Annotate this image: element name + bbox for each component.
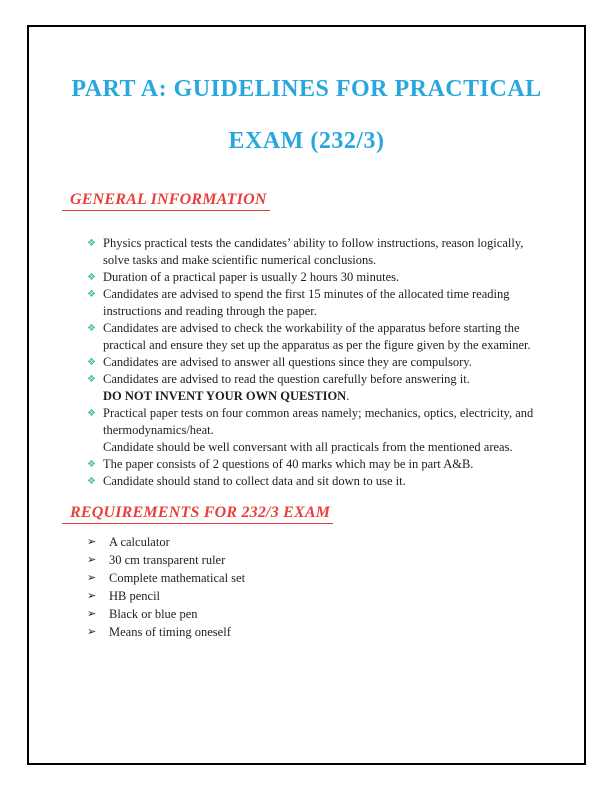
list-item — [87, 569, 535, 587]
list-item — [87, 235, 535, 269]
title-line-2: EXAM (232/3) — [228, 128, 385, 154]
title-line-1: PART A: GUIDELINES FOR PRACTICAL — [71, 76, 542, 102]
item-text: Practical paper tests on four common areas namely; mechanics, optics, electricity, and thermodynamics/heat. — [103, 406, 534, 437]
arrowhead-bullet-icon: ➢ — [87, 607, 97, 620]
item-text: Duration of a practical paper is usually 2 hours 30 minutes. — [103, 270, 400, 284]
list-item — [87, 605, 535, 623]
four-diamond-bullet-icon: ❖ — [87, 459, 96, 470]
list-item — [87, 286, 535, 320]
arrowhead-bullet-icon: ➢ — [87, 589, 97, 602]
section-heading-text: REQUIREMENTS FOR 232/3 EXAM — [62, 504, 333, 524]
item-text: Means of timing oneself — [109, 625, 231, 639]
list-item — [87, 405, 535, 456]
list-item — [87, 354, 535, 371]
item-text: Candidate should stand to collect data and sit down to use it. — [103, 474, 406, 488]
arrowhead-bullet-icon: ➢ — [87, 535, 97, 548]
four-diamond-bullet-icon: ❖ — [87, 323, 96, 334]
section-heading-text: GENERAL INFORMATION — [62, 191, 270, 211]
list-item — [87, 456, 535, 473]
four-diamond-bullet-icon: ❖ — [87, 374, 96, 385]
four-diamond-bullet-icon: ❖ — [87, 357, 96, 368]
item-text: A calculator — [109, 535, 170, 549]
requirements-list — [87, 533, 535, 641]
list-item — [87, 551, 535, 569]
item-text: HB pencil — [109, 589, 161, 603]
four-diamond-bullet-icon: ❖ — [87, 476, 96, 487]
document-title — [29, 77, 584, 153]
list-item — [87, 269, 535, 286]
section-heading-general-information — [62, 191, 584, 211]
item-text: Candidate should be well conversant with all practicals from the mentioned areas. — [103, 440, 513, 454]
arrowhead-bullet-icon: ➢ — [87, 571, 97, 584]
list-item — [87, 320, 535, 354]
item-text: Complete mathematical set — [109, 571, 246, 585]
list-item — [87, 371, 535, 405]
list-item — [87, 623, 535, 641]
emphasized-text: DO NOT INVENT YOUR OWN QUESTION — [103, 389, 347, 403]
page-border — [27, 25, 586, 765]
item-text: Physics practical tests the candidates’ ability to follow instructions, reason logically, solve tasks and make scientific numerical conclusions. — [103, 236, 524, 267]
item-text: Candidates are advised to spend the first 15 minutes of the allocated time reading instructions and reading through the paper. — [103, 287, 510, 318]
four-diamond-bullet-icon: ❖ — [87, 289, 96, 300]
item-text: Candidates are advised to answer all questions since they are compulsory. — [103, 355, 472, 369]
list-item — [87, 533, 535, 551]
section-requirements — [29, 504, 584, 641]
item-text: Black or blue pen — [109, 607, 198, 621]
list-item — [87, 473, 535, 490]
item-text: Candidates are advised to check the workability of the apparatus before starting the practical and ensure they set up the apparatus as per the figure given by the examiner. — [103, 321, 531, 352]
item-text: Candidates are advised to read the question carefully before answering it. — [103, 372, 470, 386]
item-text: 30 cm transparent ruler — [109, 553, 226, 567]
four-diamond-bullet-icon: ❖ — [87, 272, 96, 283]
section-heading-requirements — [62, 504, 584, 524]
list-item — [87, 587, 535, 605]
section-general-information — [29, 191, 584, 490]
four-diamond-bullet-icon: ❖ — [87, 408, 96, 419]
arrowhead-bullet-icon: ➢ — [87, 553, 97, 566]
general-information-list — [87, 235, 535, 490]
arrowhead-bullet-icon: ➢ — [87, 625, 97, 638]
item-text: The paper consists of 2 questions of 40 marks which may be in part A&B. — [103, 457, 474, 471]
four-diamond-bullet-icon: ❖ — [87, 238, 96, 249]
item-text: . — [346, 389, 350, 403]
